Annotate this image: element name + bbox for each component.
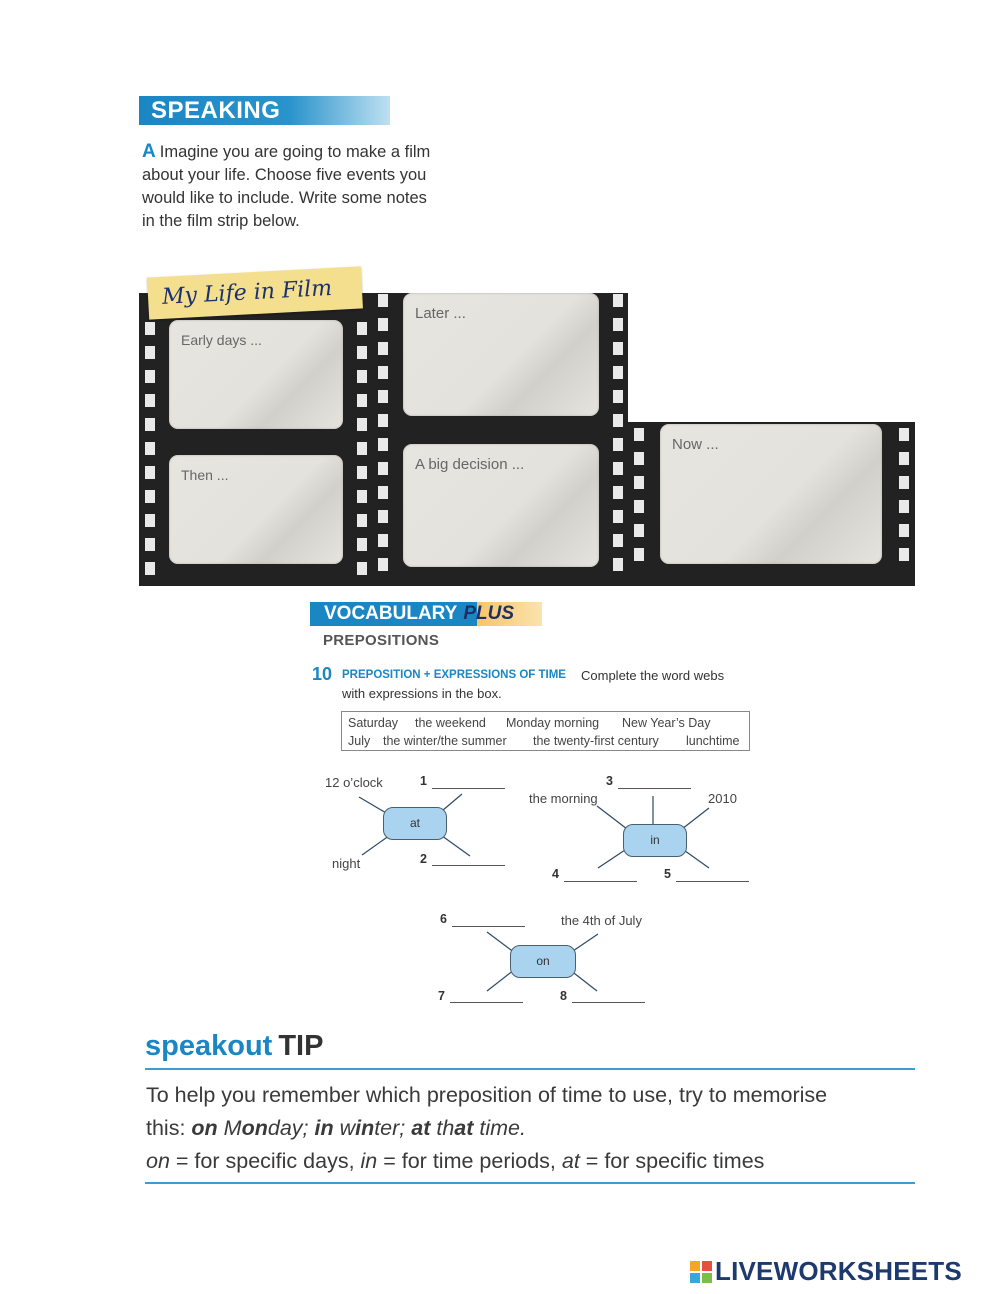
vocabulary-label: VOCABULARY <box>324 603 458 624</box>
answer-blank-8[interactable] <box>572 1002 645 1003</box>
tip-rule-top <box>145 1068 915 1070</box>
exercise-title: PREPOSITION + EXPRESSIONS OF TIME <box>342 669 566 681</box>
expression: the twenty-first century <box>533 734 659 748</box>
web-center-in: in <box>623 824 687 857</box>
task-text: Imagine you are going to make a film about your life. Choose five events you would like to include. Write some notes in the film strip below. <box>142 143 431 230</box>
web-given-2010: 2010 <box>708 791 737 806</box>
blank-number: 3 <box>606 774 613 788</box>
prepositions-subheading: PREPOSITIONS <box>323 632 440 649</box>
frame-label: Later ... <box>415 305 466 322</box>
tip-rule-bottom <box>145 1182 915 1184</box>
answer-blank-2[interactable] <box>432 865 505 866</box>
blank-number: 6 <box>440 912 447 926</box>
expression: lunchtime <box>686 734 740 748</box>
expression: July <box>348 734 371 748</box>
tip-text <box>146 1079 926 1178</box>
tip-line-2: this: on Monday; in winter; at that time. <box>146 1116 526 1140</box>
exercise-instruction-2: with expressions in the box. <box>342 686 502 701</box>
exercise-instruction: Complete the word webs <box>581 668 725 683</box>
frame-label: Now ... <box>672 436 719 453</box>
web-center-at: at <box>383 807 447 840</box>
expression: the weekend <box>415 716 486 730</box>
liveworksheets-logo <box>690 1256 962 1287</box>
expression: the winter/the summer <box>383 734 507 748</box>
blank-number: 4 <box>552 867 559 881</box>
web-given-12-oclock: 12 o’clock <box>325 775 383 790</box>
tip-line-3: on = for specific days, in = for time periods, at = for specific times <box>146 1149 765 1173</box>
liveworksheets-logo-icon <box>690 1261 712 1283</box>
speakout-tip-heading <box>145 1030 323 1063</box>
expression: Monday morning <box>506 716 600 730</box>
blank-number: 8 <box>560 989 567 1003</box>
answer-blank-4[interactable] <box>564 881 637 882</box>
blank-number: 5 <box>664 867 671 881</box>
expression: Saturday <box>348 716 399 730</box>
frame-label: Early days ... <box>181 332 262 348</box>
answer-blank-7[interactable] <box>450 1002 523 1003</box>
web-given-4th-of-july: the 4th of July <box>561 913 642 928</box>
frame-label: A big decision ... <box>415 456 525 473</box>
speaking-heading: SPEAKING <box>139 96 390 125</box>
blank-number: 2 <box>420 852 427 866</box>
answer-blank-3[interactable] <box>618 788 691 789</box>
exercise-number: 10 <box>312 664 333 684</box>
web-center-on: on <box>510 945 576 978</box>
film-title-tape: My Life in Film <box>147 266 363 319</box>
answer-blank-5[interactable] <box>676 881 749 882</box>
tip-label: TIP <box>278 1030 324 1062</box>
web-given-the-morning: the morning <box>529 791 598 806</box>
liveworksheets-wordmark: LIVEWORKSHEETS <box>715 1256 962 1286</box>
speakout-brand: speakout <box>145 1030 273 1062</box>
web-given-night: night <box>332 856 361 871</box>
frame-label: Then ... <box>181 467 229 483</box>
answer-blank-6[interactable] <box>452 926 525 927</box>
blank-number: 7 <box>438 989 445 1003</box>
expression: New Year’s Day <box>622 716 711 730</box>
plus-label: PLUS <box>463 603 515 624</box>
answer-blank-1[interactable] <box>432 788 505 789</box>
task-letter: A <box>142 141 156 162</box>
tip-line-1: To help you remember which preposition of time to use, try to memorise <box>146 1083 828 1107</box>
blank-number: 1 <box>420 774 427 788</box>
